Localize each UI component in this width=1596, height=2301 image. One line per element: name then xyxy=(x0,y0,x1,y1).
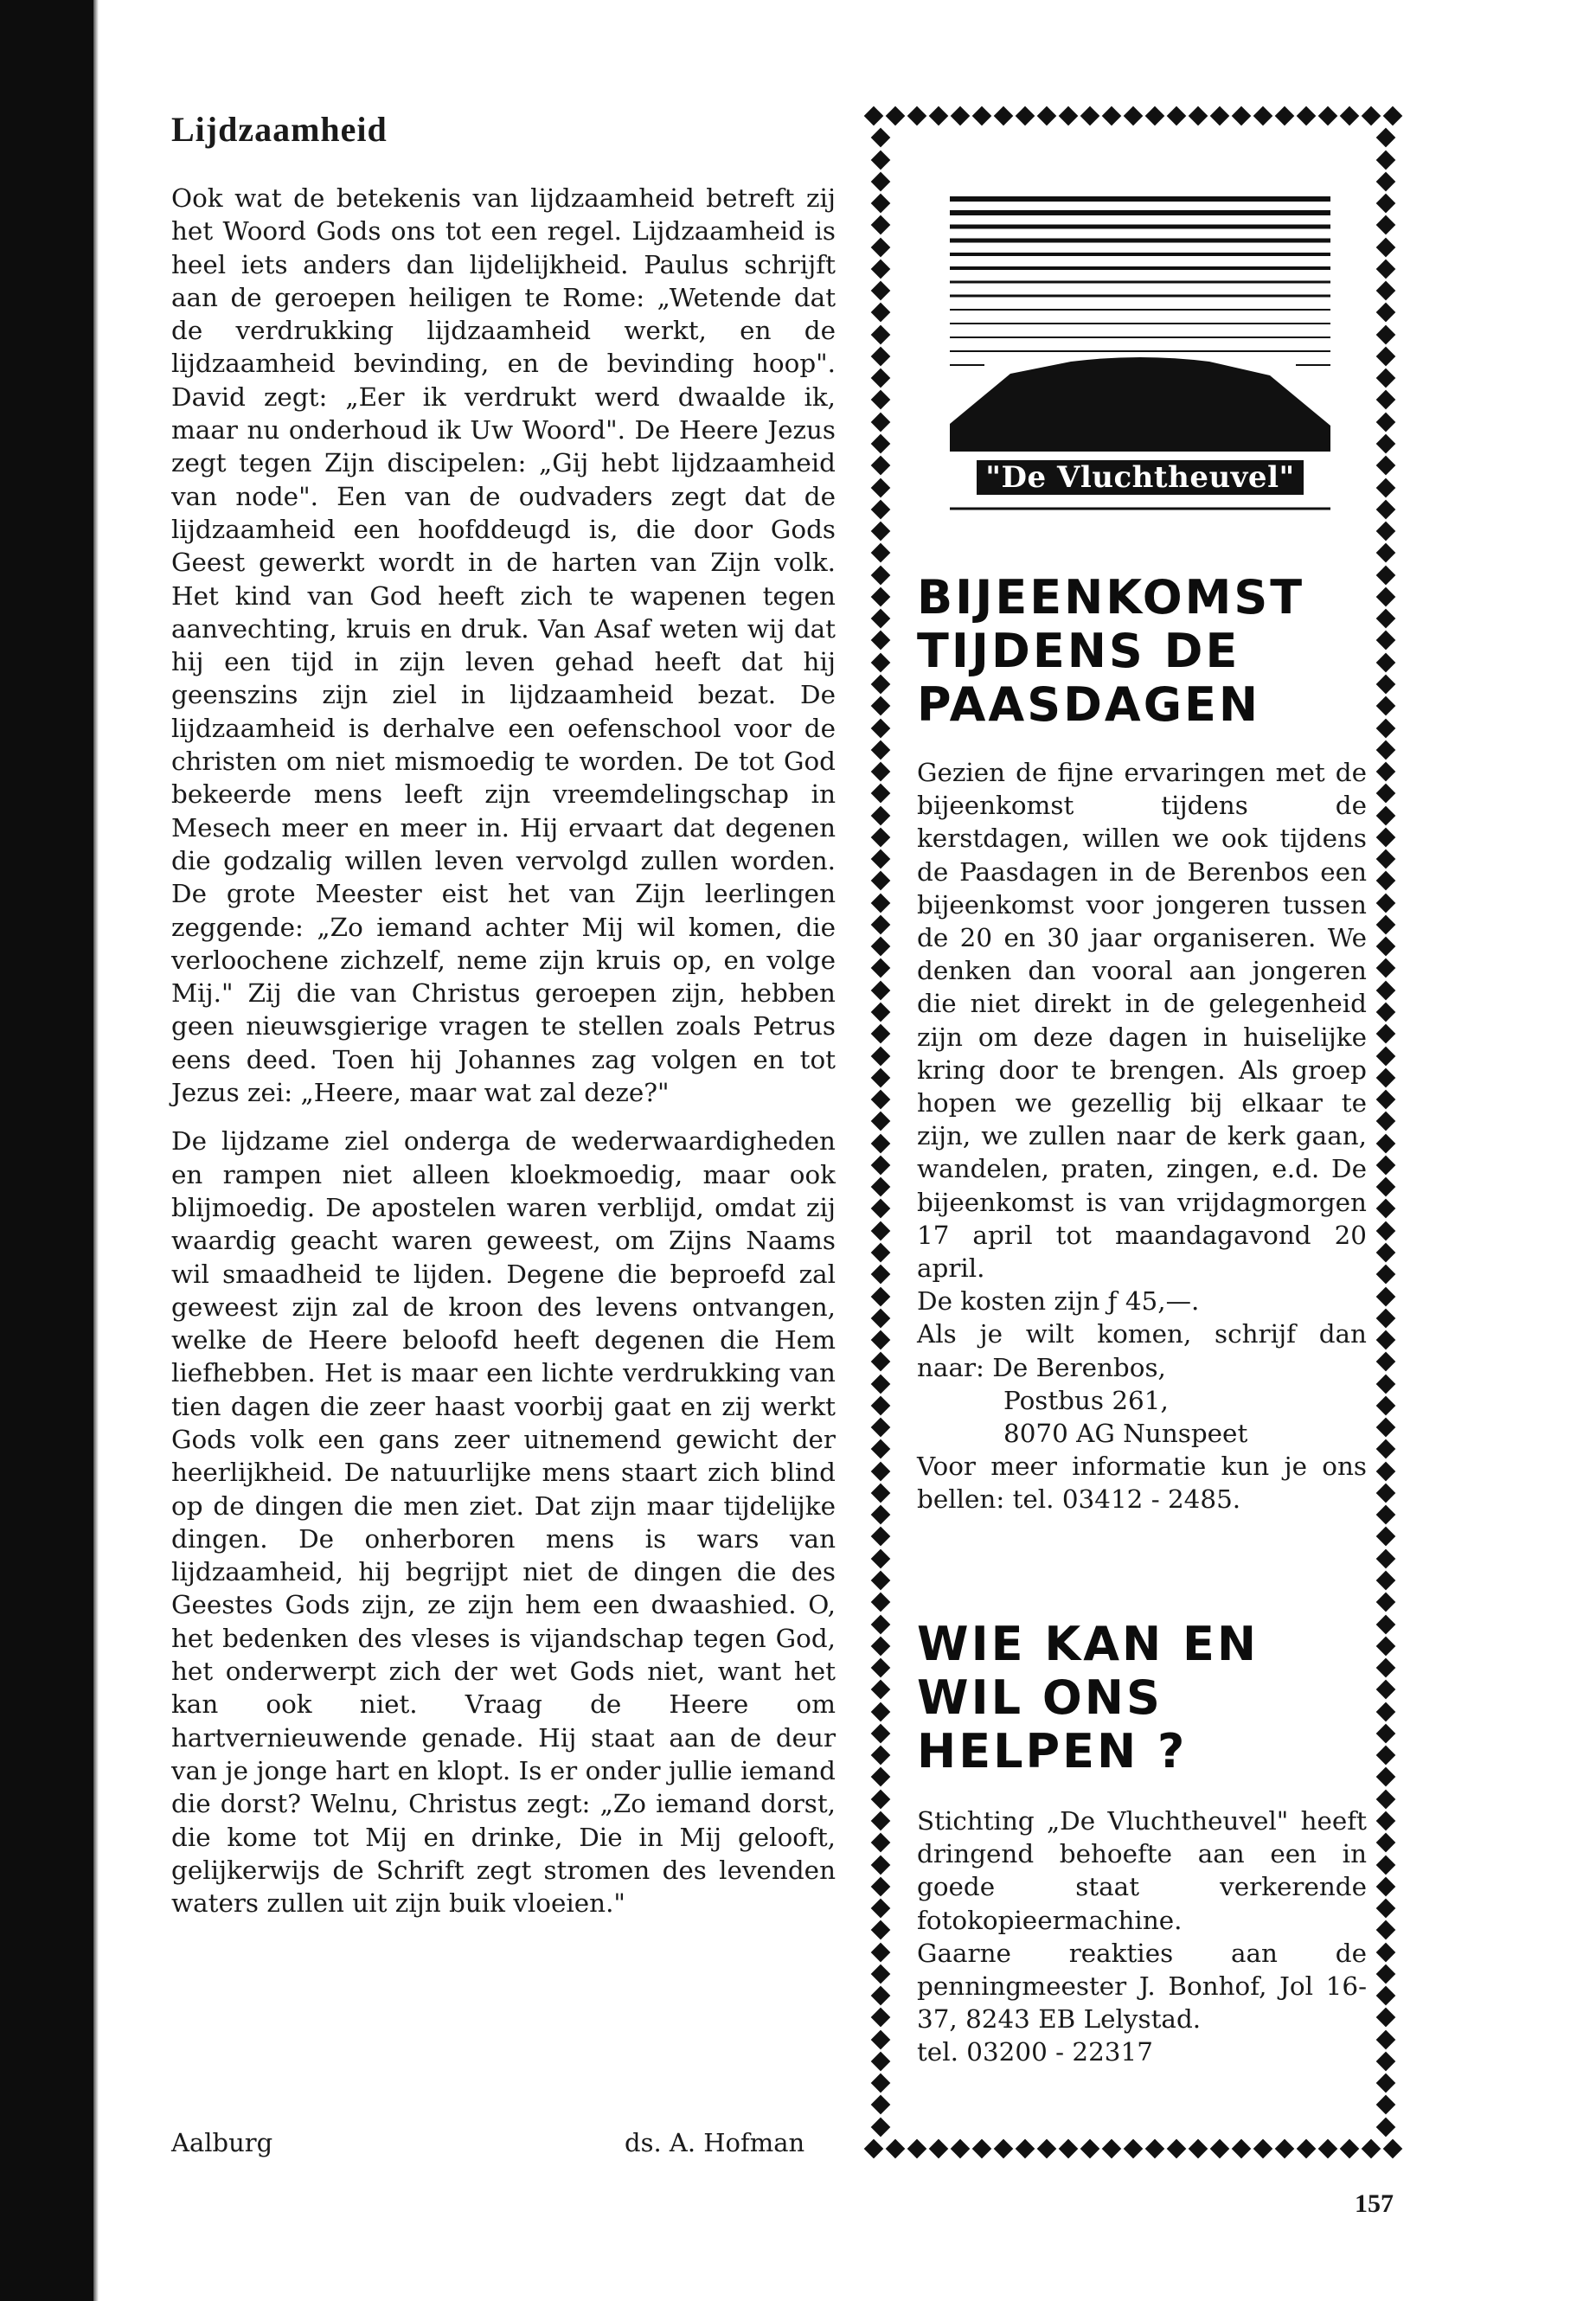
diamond-ornament xyxy=(1376,1308,1396,1328)
diamond-ornament xyxy=(1376,150,1396,170)
diamond-ornament xyxy=(1376,1418,1396,1438)
logo-label: "De Vluchtheuvel" xyxy=(977,460,1303,495)
diamond-ornament xyxy=(871,1505,891,1525)
diamond-ornament xyxy=(1059,106,1079,126)
diamond-ornament xyxy=(871,762,891,782)
diamond-ornament xyxy=(1362,2139,1381,2159)
diamond-ornament xyxy=(871,347,891,367)
diamond-ornament xyxy=(1376,937,1396,957)
request-text: Stichting „De Vluchtheuvel" heeft dringend behoefte aan een in goede staat verkerende fotokopieermachine. xyxy=(917,1806,1367,1935)
diamond-ornament xyxy=(1376,215,1396,235)
diamond-ornament xyxy=(871,390,891,410)
diamond-ornament xyxy=(886,106,906,126)
diamond-ornament xyxy=(1376,1986,1396,2006)
diamond-ornament xyxy=(871,2117,891,2137)
diamond-ornament xyxy=(1376,805,1396,825)
diamond-ornament xyxy=(871,1767,891,1787)
diamond-ornament xyxy=(871,303,891,323)
diamond-ornament xyxy=(871,696,891,716)
diamond-ornament xyxy=(871,369,891,388)
diamond-ornament xyxy=(1016,106,1035,126)
diamond-ornament xyxy=(871,1746,891,1766)
diamond-ornament xyxy=(871,1090,891,1110)
diamond-ornament xyxy=(1232,2139,1252,2159)
diamond-ornament xyxy=(1376,1374,1396,1394)
diamond-ornament xyxy=(1376,1112,1396,1131)
article-body xyxy=(171,182,836,1920)
diamond-ornament xyxy=(1376,281,1396,301)
diamond-ornament xyxy=(1376,1199,1396,1219)
diamond-ornament xyxy=(951,106,971,126)
diamond-ornament xyxy=(1376,1942,1396,1962)
diamond-ornament xyxy=(871,1418,891,1438)
diamond-ornament xyxy=(871,1461,891,1481)
headline-wie-kan xyxy=(917,1618,1401,1779)
diamond-ornament xyxy=(871,893,891,913)
request-body xyxy=(917,1804,1367,2069)
diamond-ornament xyxy=(1167,106,1187,126)
diamond-ornament xyxy=(1275,2139,1295,2159)
diamond-ornament xyxy=(1376,828,1396,848)
diamond-ornament xyxy=(871,1658,891,1678)
diamond-ornament xyxy=(1376,1920,1396,1940)
diamond-ornament xyxy=(1376,1067,1396,1087)
diamond-ornament xyxy=(1253,2139,1273,2159)
diamond-ornament xyxy=(886,2139,906,2159)
diamond-ornament xyxy=(871,784,891,804)
diamond-ornament xyxy=(871,1221,891,1240)
diamond-ornament xyxy=(871,1374,891,1394)
diamond-ornament xyxy=(1383,106,1403,126)
diamond-ornament xyxy=(1376,128,1396,148)
diamond-ornament xyxy=(1340,106,1360,126)
diamond-ornament xyxy=(1376,784,1396,804)
article-place: Aalburg xyxy=(171,2128,273,2157)
diamond-ornament xyxy=(1037,106,1057,126)
diamond-ornament xyxy=(1376,390,1396,410)
headline-line: WIL ONS xyxy=(917,1670,1163,1725)
diamond-ornament xyxy=(871,1614,891,1634)
diamond-ornament xyxy=(1318,2139,1338,2159)
diamond-ornament xyxy=(1376,324,1396,344)
diamond-ornament xyxy=(871,2029,891,2049)
diamond-ornament xyxy=(871,1571,891,1591)
article-paragraph-1: Ook wat de betekenis van lijdzaamheid betreft zij het Woord Gods ons tot een regel. Lijdzaamheid is heel iets anders dan lijdelijkheid. Paulus schrijft aan de geroepen heiligen te Rome: „Wetende dat de verdrukking lijdzaamheid werkt, en de lijdzaamheid bevinding, en de bevinding hoop". David zegt: „Eer ik verdrukt werd dwaalde ik, maar nu onderhoud ik Uw Woord". De Heere Jezus zegt tegen Zijn discipelen: „Gij hebt lijdzaamheid van node". Een van de oudvaders zegt dat de lijdzaamheid een hoofddeugd is, die door Gods Geest gewerkt wordt in de harten van Zijn volk. Het kind van God heeft zich te wapenen tegen aanvechting, kruis en druk. Van Asaf weten wij dat hij een tijd in zijn leven gehad heeft dat hij geenszins zijn ziel in lijdzaamheid bezat. De lijdzaamheid is derhalve een oefenschool voor de christen om niet mismoedig te worden. De tot God bekeerde mens leeft zijn vreemdelingschap in Mesech meer en meer in. Hij ervaart dat degenen die godzalig willen leven vervolgd zullen worden. De grote Meester eist het van Zijn leerlingen zeggende: „Zo iemand achter Mij wil komen, die verloochene zichzelf, neme zijn kruis op, en volge Mij." Zij die van Christus geroepen zijn, hebben geen nieuwsgierige vragen te stellen zoals Petrus eens deed. Toen hij Johannes zag volgen en tot Jezus zei: „Heere, maar wat zal deze?" xyxy=(171,183,836,1108)
diamond-ornament xyxy=(871,1702,891,1721)
diamond-ornament xyxy=(871,194,891,214)
diamond-ornament xyxy=(871,1484,891,1503)
diamond-ornament xyxy=(871,1439,891,1459)
article-author: ds. A. Hofman xyxy=(625,2128,805,2157)
diamond-ornament xyxy=(871,937,891,957)
diamond-ornament xyxy=(871,1724,891,1744)
diamond-ornament xyxy=(1059,2139,1079,2159)
diamond-ornament xyxy=(994,2139,1014,2159)
diamond-ornament xyxy=(871,1330,891,1350)
headline-line: HELPEN ? xyxy=(917,1724,1188,1779)
diamond-ornament xyxy=(871,1024,891,1044)
diamond-ornament xyxy=(1376,237,1396,257)
diamond-ornament xyxy=(871,980,891,1000)
diamond-ornament xyxy=(871,1789,891,1809)
diamond-ornament xyxy=(864,2139,884,2159)
diamond-ornament xyxy=(1376,958,1396,978)
diamond-ornament xyxy=(1189,106,1208,126)
diamond-ornament xyxy=(871,828,891,848)
diamond-ornament xyxy=(1376,1090,1396,1110)
diamond-ornament xyxy=(871,1156,891,1176)
diamond-ornament xyxy=(994,106,1014,126)
diamond-ornament xyxy=(1376,171,1396,191)
diamond-ornament xyxy=(871,2095,891,2115)
diamond-ornament xyxy=(871,434,891,454)
diamond-ornament xyxy=(871,150,891,170)
diamond-ornament xyxy=(871,631,891,651)
diamond-ornament xyxy=(871,1833,891,1853)
diamond-ornament xyxy=(1275,106,1295,126)
headline-line: TIJDENS DE xyxy=(917,624,1240,678)
diamond-ornament xyxy=(1376,871,1396,891)
diamond-ornament xyxy=(871,1177,891,1197)
diamond-ornament xyxy=(1124,2139,1144,2159)
diamond-ornament xyxy=(1376,1505,1396,1525)
diamond-ornament xyxy=(871,958,891,978)
diamond-ornament xyxy=(1376,1156,1396,1176)
diamond-ornament xyxy=(1102,106,1122,126)
diamond-ornament xyxy=(871,1286,891,1306)
diamond-ornament xyxy=(1376,1484,1396,1503)
vluchtheuvel-logo xyxy=(950,192,1330,514)
diamond-ornament xyxy=(1383,2139,1403,2159)
diamond-ornament xyxy=(1376,478,1396,497)
diamond-ornament xyxy=(1376,2073,1396,2093)
article-title: Lijdzaamheid xyxy=(171,110,388,149)
diamond-ornament xyxy=(907,2139,927,2159)
diamond-ornament xyxy=(871,1942,891,1962)
diamond-ornament xyxy=(1376,543,1396,563)
diamond-ornament xyxy=(871,805,891,825)
diamond-ornament xyxy=(1145,106,1165,126)
announcement-costs: De kosten zijn ƒ 45,—. xyxy=(917,1286,1200,1317)
diamond-ornament xyxy=(1376,1133,1396,1153)
headline-bijeenkomst xyxy=(917,571,1401,732)
diamond-ornament xyxy=(1376,303,1396,323)
diamond-ornament xyxy=(1376,1461,1396,1481)
diamond-ornament xyxy=(1376,1833,1396,1853)
diamond-ornament xyxy=(871,456,891,476)
diamond-ornament xyxy=(1376,347,1396,367)
diamond-ornament xyxy=(1376,2052,1396,2072)
diamond-ornament xyxy=(1253,106,1273,126)
diamond-ornament xyxy=(871,2008,891,2028)
diamond-ornament xyxy=(1376,1593,1396,1612)
diamond-ornament xyxy=(1376,1003,1396,1022)
diamond-ornament xyxy=(1080,2139,1100,2159)
diamond-ornament xyxy=(871,2073,891,2093)
diamond-ornament xyxy=(1376,456,1396,476)
diamond-ornament xyxy=(1376,915,1396,935)
diamond-ornament xyxy=(1167,2139,1187,2159)
diamond-ornament xyxy=(1318,106,1338,126)
diamond-ornament xyxy=(1376,1265,1396,1285)
diamond-ornament xyxy=(871,871,891,891)
diamond-ornament xyxy=(1376,1439,1396,1459)
diamond-ornament xyxy=(1376,2095,1396,2115)
diamond-ornament xyxy=(1376,2029,1396,2049)
diamond-ornament xyxy=(1376,1899,1396,1919)
announcement-info: Voor meer informatie kun je ons bellen: tel. 03412 - 2485. xyxy=(917,1452,1367,1515)
diamond-ornament xyxy=(1376,194,1396,214)
diamond-ornament xyxy=(1376,1571,1396,1591)
diamond-ornament xyxy=(871,652,891,672)
diamond-ornament xyxy=(1210,2139,1230,2159)
diamond-ornament xyxy=(871,1986,891,2006)
diamond-ornament xyxy=(871,1527,891,1547)
diamond-ornament xyxy=(1037,2139,1057,2159)
diamond-ornament xyxy=(1016,2139,1035,2159)
diamond-ornament xyxy=(871,1308,891,1328)
diamond-ornament xyxy=(871,1548,891,1568)
diamond-ornament xyxy=(871,1396,891,1416)
diamond-ornament xyxy=(907,106,927,126)
address-line-2: 8070 AG Nunspeet xyxy=(1003,1419,1248,1449)
request-tel: tel. 03200 - 22317 xyxy=(917,2037,1153,2067)
diamond-ornament xyxy=(1376,893,1396,913)
diamond-ornament xyxy=(1376,1855,1396,1875)
diamond-ornament xyxy=(871,1003,891,1022)
diamond-ornament xyxy=(871,740,891,760)
address-line-1: Postbus 261, xyxy=(1003,1385,1169,1415)
diamond-ornament xyxy=(1376,412,1396,432)
diamond-ornament xyxy=(871,522,891,542)
diamond-ornament xyxy=(871,500,891,520)
diamond-ornament xyxy=(871,1920,891,1940)
diamond-ornament xyxy=(871,1636,891,1656)
diamond-ornament xyxy=(871,260,891,279)
diamond-ornament xyxy=(1376,1548,1396,1568)
diamond-ornament xyxy=(871,1133,891,1153)
diamond-ornament xyxy=(1376,500,1396,520)
diamond-ornament xyxy=(871,1855,891,1875)
diamond-ornament xyxy=(871,587,891,607)
diamond-ornament xyxy=(1232,106,1252,126)
diamond-ornament xyxy=(972,106,992,126)
announcement-body xyxy=(917,756,1367,1516)
diamond-ornament xyxy=(1210,106,1230,126)
diamond-ornament xyxy=(871,1046,891,1066)
diamond-ornament xyxy=(871,915,891,935)
diamond-ornament xyxy=(929,2139,949,2159)
diamond-ornament xyxy=(1376,1811,1396,1831)
diamond-ornament xyxy=(871,1067,891,1087)
diamond-ornament xyxy=(1362,106,1381,126)
diamond-ornament xyxy=(1376,2008,1396,2028)
diamond-ornament xyxy=(972,2139,992,2159)
diamond-ornament xyxy=(1376,260,1396,279)
diamond-ornament xyxy=(871,675,891,695)
diamond-ornament xyxy=(1340,2139,1360,2159)
diamond-ornament xyxy=(929,106,949,126)
diamond-ornament xyxy=(1376,1352,1396,1372)
binding-edge xyxy=(0,0,93,2301)
diamond-ornament xyxy=(1297,2139,1317,2159)
headline-line: PAASDAGEN xyxy=(917,677,1261,732)
diamond-ornament xyxy=(871,1243,891,1263)
diamond-ornament xyxy=(1102,2139,1122,2159)
diamond-ornament xyxy=(1376,1177,1396,1197)
diamond-ornament xyxy=(1376,762,1396,782)
diamond-ornament xyxy=(871,478,891,497)
diamond-ornament xyxy=(871,1876,891,1896)
diamond-ornament xyxy=(1376,849,1396,869)
diamond-ornament xyxy=(871,171,891,191)
diamond-ornament xyxy=(871,609,891,629)
headline-line: WIE KAN EN xyxy=(917,1617,1259,1671)
diamond-ornament xyxy=(1189,2139,1208,2159)
diamond-ornament xyxy=(951,2139,971,2159)
diamond-ornament xyxy=(871,1593,891,1612)
diamond-ornament xyxy=(871,324,891,344)
diamond-ornament xyxy=(1376,740,1396,760)
diamond-ornament xyxy=(871,718,891,738)
diamond-ornament xyxy=(1376,1286,1396,1306)
diamond-ornament xyxy=(871,1199,891,1219)
binding-shadow xyxy=(93,0,99,2301)
article-paragraph-2: De lijdzame ziel onderga de wederwaardigheden en rampen niet alleen kloekmoedig, maar ook blijmoedig. De apostelen waren verblijd, omdat zij waardig geacht waren geweest, om Zijns Naams wil smaadheid te lijden. Degene die beproefd zal geweest zijn zal de kroon des levens ontvangen, welke de Heere beloofd heeft degenen die Hem liefhebben. Het is maar een lichte verdrukking van tien dagen die zeer haast voorbij gaat en zij werkt Gods volk een gans zeer uitnemend gewicht der heerlijkheid. De natuurlijke mens staart zich blind op de dingen die men ziet. Dat zijn maar tijdelijke dingen. De onherboren mens is wars van lijdzaamheid, hij begrijpt niet de dingen die des Geestes Gods zijn, ze zijn hem een dwaashied. O, het bedenken des vleses is vijandschap tegen God, het onderwerpt zich der wet Gods niet, want het kan ook niet. Vraag de Heere om hartvernieuwende genade. Hij staat aan de deur van je jonge hart en klopt. Is er onder jullie iemand die dorst? Welnu, Christus zegt: „Zo iemand dorst, die kome tot Mij en drinke, Die in Mij gelooft, gelijkerwijs de Schrift zegt stromen des levenden waters zullen uit zijn buik vloeien." xyxy=(171,1126,836,1919)
diamond-ornament xyxy=(1376,1330,1396,1350)
diamond-ornament xyxy=(871,215,891,235)
diamond-ornament xyxy=(1376,1965,1396,1984)
announcement-write-to: Als je wilt komen, schrijf dan naar: De Berenbos, xyxy=(917,1319,1367,1382)
diamond-ornament xyxy=(1376,369,1396,388)
diamond-ornament xyxy=(1376,1527,1396,1547)
diamond-ornament xyxy=(1145,2139,1165,2159)
announcement-text: Gezien de fijne ervaringen met de bijeenkomst tijdens de kerstdagen, willen we ook tijdens de Paasdagen in de Berenbos een bijeenkomst voor jongeren tussen de 20 en 30 jaar organiseren. We denken dan vooral aan jongeren die niet direkt in de gelegenheid zijn om deze dagen in huiselijke kring door te brengen. Als groep hopen we gezellig bij elkaar te zijn, we zullen naar de kerk gaan, wandelen, praten, zingen, e.d. De bijeenkomst is van vrijdagmorgen 17 april tot maandagavond 20 april. xyxy=(917,758,1367,1284)
diamond-ornament xyxy=(871,1811,891,1831)
diamond-ornament xyxy=(1376,434,1396,454)
diamond-ornament xyxy=(1376,2117,1396,2137)
diamond-ornament xyxy=(1297,106,1317,126)
diamond-ornament xyxy=(1376,980,1396,1000)
diamond-ornament xyxy=(1124,106,1144,126)
diamond-ornament xyxy=(871,543,891,563)
request-contact: Gaarne reakties aan de penningmeester J. Bonhof, Jol 16-37, 8243 EB Lelystad. xyxy=(917,1938,1367,2035)
diamond-ornament xyxy=(1080,106,1100,126)
diamond-ornament xyxy=(1376,1789,1396,1809)
diamond-ornament xyxy=(1376,1024,1396,1044)
diamond-ornament xyxy=(871,1965,891,1984)
diamond-ornament xyxy=(871,281,891,301)
diamond-ornament xyxy=(871,128,891,148)
diamond-ornament xyxy=(1376,1243,1396,1263)
diamond-ornament xyxy=(864,106,884,126)
diamond-ornament xyxy=(1376,1046,1396,1066)
diamond-ornament xyxy=(871,412,891,432)
diamond-ornament xyxy=(871,237,891,257)
diamond-ornament xyxy=(871,1112,891,1131)
diamond-ornament xyxy=(871,1680,891,1700)
diamond-ornament xyxy=(871,1352,891,1372)
page-number: 157 xyxy=(1355,2189,1394,2218)
diamond-ornament xyxy=(1376,522,1396,542)
diamond-ornament xyxy=(871,849,891,869)
diamond-ornament xyxy=(871,1265,891,1285)
diamond-ornament xyxy=(1376,1221,1396,1240)
diamond-ornament xyxy=(1376,1876,1396,1896)
headline-line: BIJEENKOMST xyxy=(917,570,1305,625)
diamond-ornament xyxy=(871,565,891,585)
diamond-ornament xyxy=(871,2052,891,2072)
diamond-ornament xyxy=(1376,1396,1396,1416)
diamond-ornament xyxy=(871,1899,891,1919)
